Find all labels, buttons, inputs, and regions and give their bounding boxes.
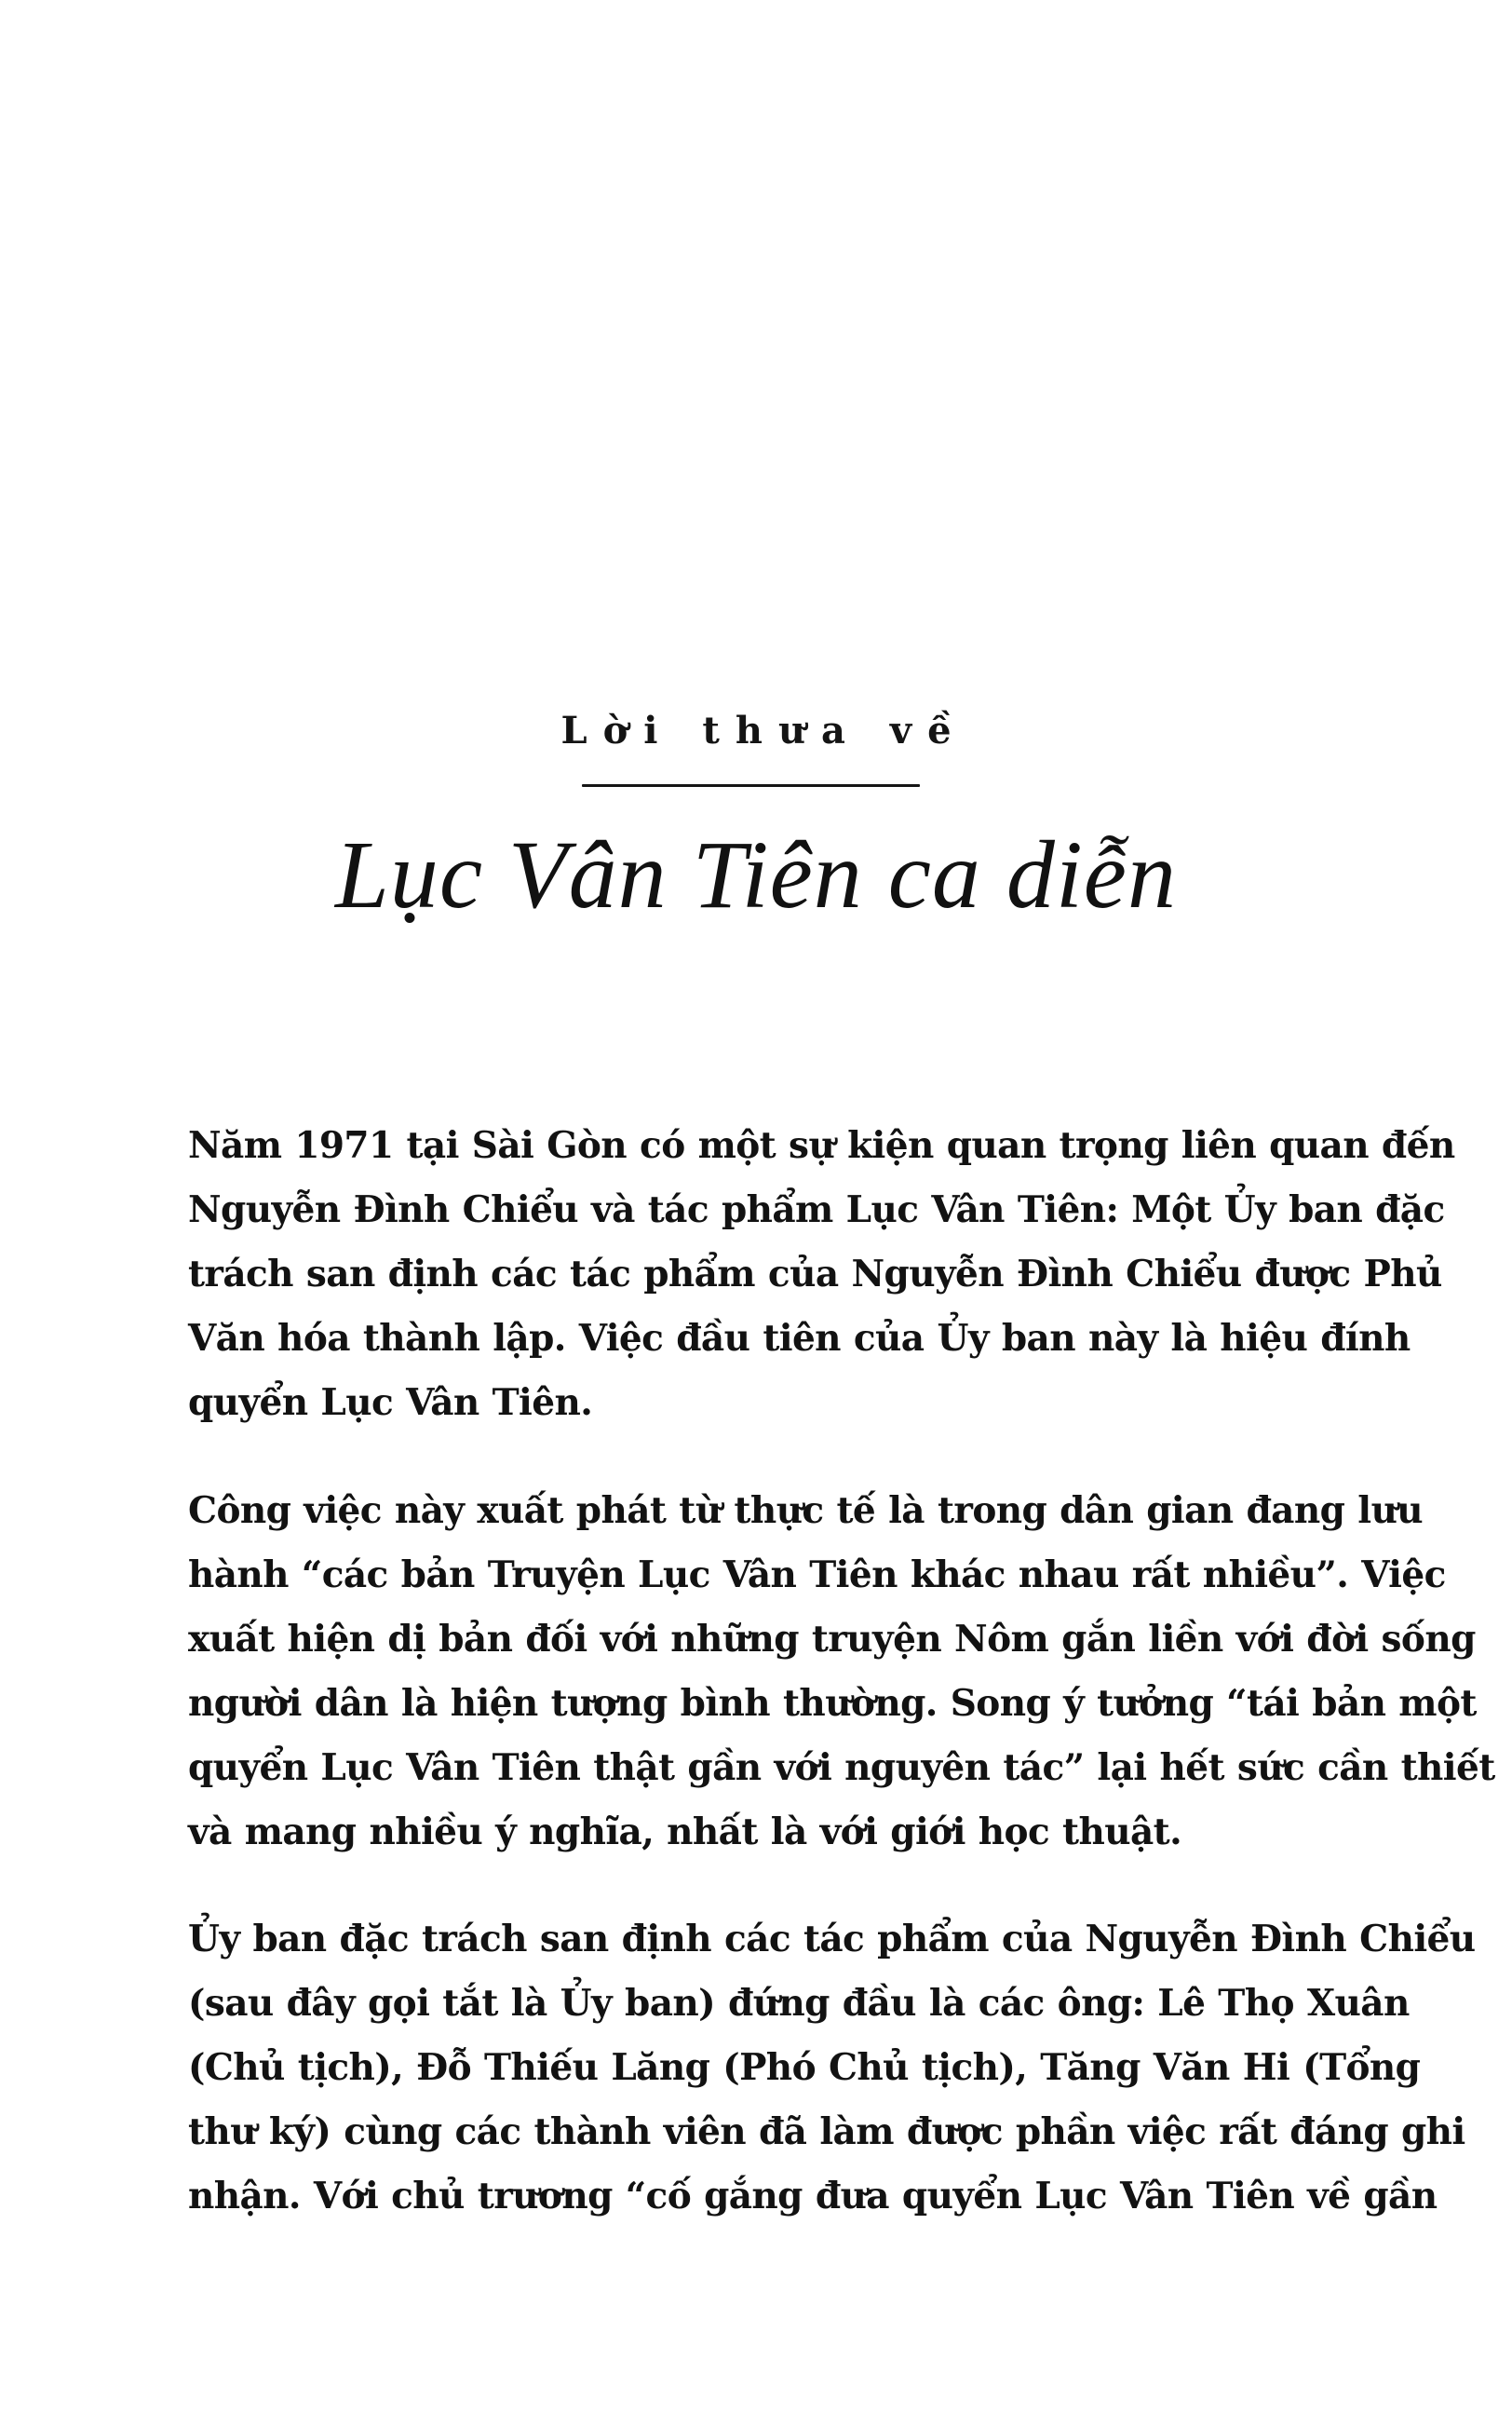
paragraph-1 bbox=[188, 1114, 1455, 1435]
text-line: (Chủ tịch), Đỗ Thiếu Lăng (Phó Chủ tịch), Tăng Văn Hi (Tổng bbox=[188, 2046, 1421, 2089]
text-line: (sau đây gọi tắt là Ủy ban) đứng đầu là các ông: Lê Thọ Xuân bbox=[188, 1982, 1410, 2025]
text-line: quyển Lục Vân Tiên thật gần với nguyên tác” lại hết sức cần thiết bbox=[188, 1746, 1495, 1789]
text-line: quyển Lục Vân Tiên. bbox=[188, 1381, 593, 1424]
chapter-title: Lục Vân Tiên ca diễn bbox=[335, 821, 1177, 929]
text-line: Công việc này xuất phát từ thực tế là trong dân gian đang lưu bbox=[188, 1489, 1423, 1532]
paragraph-3 bbox=[188, 1907, 1476, 2229]
paragraph-2 bbox=[188, 1479, 1495, 1865]
text-line: hành “các bản Truyện Lục Vân Tiên khác nhau rất nhiều”. Việc bbox=[188, 1553, 1446, 1596]
text-line: trách san định các tác phẩm của Nguyễn Đình Chiểu được Phủ bbox=[188, 1253, 1442, 1295]
text-line: Năm 1971 tại Sài Gòn có một sự kiện quan trọng liên quan đến bbox=[188, 1124, 1455, 1167]
text-line: Ủy ban đặc trách san định các tác phẩm của Nguyễn Đình Chiểu bbox=[188, 1918, 1476, 1960]
chapter-kicker: Lời thưa về bbox=[560, 709, 967, 753]
heading-divider bbox=[582, 784, 920, 787]
text-line: người dân là hiện tượng bình thường. Song ý tưởng “tái bản một bbox=[188, 1682, 1477, 1725]
text-line: và mang nhiều ý nghĩa, nhất là với giới học thuật. bbox=[188, 1810, 1182, 1853]
text-line: Văn hóa thành lập. Việc đầu tiên của Ủy ban này là hiệu đính bbox=[188, 1317, 1411, 1360]
text-line: xuất hiện dị bản đối với những truyện Nôm gắn liền với đời sống bbox=[188, 1618, 1476, 1661]
text-line: Nguyễn Đình Chiểu và tác phẩm Lục Vân Tiên: Một Ủy ban đặc bbox=[188, 1188, 1445, 1231]
text-line: nhận. Với chủ trương “cố gắng đưa quyển Lục Vân Tiên về gần bbox=[188, 2175, 1438, 2217]
text-line: thư ký) cùng các thành viên đã làm được phần việc rất đáng ghi bbox=[188, 2110, 1465, 2153]
